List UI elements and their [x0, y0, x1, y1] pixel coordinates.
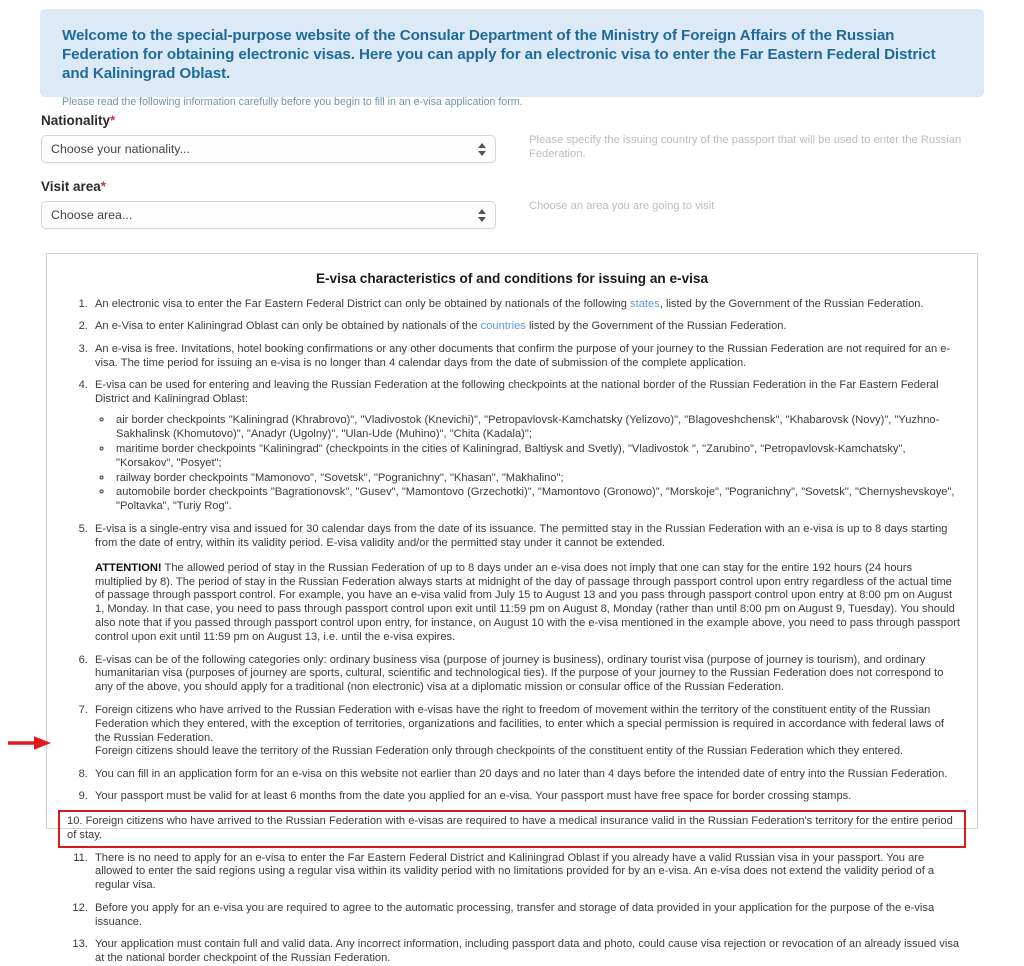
attention-block [95, 562, 961, 645]
nationality-label-text: Nationality [41, 113, 111, 128]
condition-item-7-text: Foreign citizens who have arrived to the Russian Federation with e-visas have the right to freedom of movement within the territory of the constituent entity of the Russian Federation which they entered, with the exception of territories, organizations and facilities, to enter which a special permission is required in accordance with federal laws of the Russian Federation. [95, 703, 944, 744]
chevron-updown-icon [477, 206, 486, 224]
condition-item-1 [91, 298, 961, 312]
visit-area-select[interactable] [41, 201, 496, 229]
checkpoint-maritime: ◦ maritime border checkpoints "Kaliningrad" (checkpoints in the cities of Kaliningrad, Baltiysk and Svetly), "Vladivostok ", "Zarubino", "Petropavlovsk-Kamchatsky", "Korsakov", "Posyet"; [113, 443, 961, 471]
nationality-label [41, 113, 115, 128]
condition-item-8: 8. You can fill in an application form for an e-visa on this website not earlier than 20 days and no later than 4 days before the intended date of entry into the Russian Federation. [91, 768, 961, 782]
condition-item-13: 13. Your application must contain full and valid data. Any incorrect information, including passport data and photo, could cause visa rejection or revocation of an already issued visa at the national border checkpoint of the Russian Federation. [91, 938, 961, 966]
condition-item-5 [91, 523, 961, 645]
conditions-panel [46, 253, 978, 964]
attention-text: The allowed period of stay in the Russian Federation of up to 8 days under an e-visa does not imply that one can stay for the entire 192 hours (24 hours multiplied by 8). The period of stay in the Russian Federation always starts at midnight of the day of passage through passport control upon entry regardless of the actual time of passage through passport control. For example, you have an e-visa valid from July 15 to August 13 and you pass through passport control upon entry at 8:00 pm on August 1, Monday. In that case, you need to pass through passport control upon exit until 11:59 pm on August 8, Monday (rather than until 8:00 pm on August 9, Tuesday). You should also note that if you passed through passport control upon entry, for instance, on August 10 with the e-visa mentioned in the example above, you need to pass through passport control upon exit until 11:59 pm on August 13, i.e. until the e-visa expires. [95, 561, 960, 644]
states-link[interactable]: states [630, 298, 660, 310]
welcome-banner-title: Welcome to the special-purpose website of the Consular Department of the Ministry of Foreign Affairs of the Russian Federation for obtaining electronic visas. Here you can apply for an electronic visa to enter the Far Eastern Federal District and Kaliningrad Oblast. [62, 27, 936, 82]
visit-area-label [41, 179, 106, 194]
conditions-list [63, 298, 961, 966]
attention-label: ATTENTION! [95, 561, 162, 574]
nationality-required-asterisk: * [110, 113, 116, 128]
conditions-panel-title: E-visa characteristics of and conditions for issuing an e-visa [315, 271, 709, 286]
visit-area-required-asterisk: * [100, 179, 107, 194]
condition-item-2-text-a: An e-Visa to enter Kaliningrad Oblast can only be obtained by nationals of the [95, 320, 481, 333]
red-arrow-annotation-icon [8, 734, 52, 752]
checkpoint-air: ◦ air border checkpoints "Kaliningrad (Khrabrovo)", "Vladivostok (Knevichi)", "Petropavlovsk-Kamchatsky (Yelizovo)", "Blagoveshchensk", "Khabarovsk (Novy)", "Yuzhno-Sakhalinsk (Khomutovo)", "Anadyr (Ugolny)", "Ulan-Ude (Muhino)", "Chita (Kadala)"; [113, 414, 961, 442]
condition-item-4-text: E-visa can be used for entering and leaving the Russian Federation at the following checkpoints at the national border of the Russian Federation in the Far Eastern Federal District and Kaliningrad Oblast: [95, 379, 939, 406]
chevron-updown-icon [477, 140, 486, 158]
checkpoints-list [95, 414, 961, 514]
nationality-select[interactable] [41, 135, 496, 163]
condition-item-7 [91, 704, 961, 760]
condition-item-1-text-a: An electronic visa to enter the Far Eastern Federal District can only be obtained by nationals of the following [95, 298, 631, 310]
visit-area-helper-text: Choose an area you are going to visit [529, 200, 715, 212]
checkpoint-automobile: ◦ automobile border checkpoints "Bagrationovsk", "Gusev", "Mamontovo (Grzechotki)", "Mamontovo (Gronowo)", "Morskoje", "Pogranichny", "Sovetsk", "Chernyshevskoye", "Poltavka", "Turiy Rog". [113, 486, 961, 514]
nationality-select-value: Choose your nationality... [51, 142, 190, 156]
visit-area-select-value: Choose area... [51, 208, 133, 222]
condition-item-4 [91, 379, 961, 514]
condition-item-12: 12. Before you apply for an e-visa you are required to agree to the automatic processing, transfer and storage of data provided in your application for the purpose of the e-visa issuance. [91, 902, 961, 930]
nationality-helper-text: Please specify the issuing country of the passport that will be used to enter the Russian Federation. [529, 134, 962, 160]
countries-link[interactable]: countries [480, 320, 526, 333]
condition-item-6: 6. E-visas can be of the following categories only: ordinary business visa (purpose of journey is business), ordinary tourist visa (purpose of journey is tourism), and ordinary humanitarian visa (purposes of journey are sports, cultural, scientific and technological ties). If the purpose of your journey to the Russian Federation does not correspond to any of the above, you should apply for a traditional (non electronic) visa at a diplomatic mission or consular office of the Russian Federation. [91, 654, 961, 696]
condition-item-3: 3. An e-visa is free. Invitations, hotel booking confirmations or any other documents that confirm the purpose of your journey to the Russian Federation are not required for an e-visa. The time period for issuing an e-visa is no longer than 4 calendar days from the date of submission of the complete application. [91, 343, 961, 371]
condition-item-9: 9. Your passport must be valid for at least 6 months from the date you applied for an e-visa. Your passport must have free space for border crossing stamps. [91, 790, 961, 804]
condition-item-5-text: E-visa is a single-entry visa and issued for 30 calendar days from the date of its issuance. The permitted stay in the Russian Federation with an e-visa is up to 8 days starting from the date of entry, within its validity period. E-visa validity and/or the permitted stay under it cannot be extended. [95, 522, 948, 549]
visit-area-label-text: Visit area [41, 179, 101, 194]
condition-item-11: 11. There is no need to apply for an e-visa to enter the Far Eastern Federal District and Kaliningrad Oblast if you already have a valid Russian visa in your passport. You are allowed to enter the said regions using a regular visa within its validity period with no limitations provided for by an e-visa. An e-visa does not extend the validity period of a regular visa. [91, 852, 961, 894]
checkpoint-railway: ◦ railway border checkpoints "Mamonovo", "Sovetsk", "Pogranichny", "Khasan", "Makhalino"; [113, 472, 961, 486]
condition-item-10-highlighted: 10. Foreign citizens who have arrived to the Russian Federation with e-visas are required to have a medical insurance valid in the Russian Federation's territory for the entire period of stay. [63, 815, 961, 843]
welcome-banner-subtitle: Please read the following information carefully before you begin to fill in an e-visa application form. [62, 96, 523, 108]
condition-item-2 [91, 320, 961, 334]
condition-item-1-text-b: , listed by the Government of the Russian Federation. [659, 298, 924, 310]
condition-item-2-text-b: listed by the Government of the Russian Federation. [525, 320, 787, 333]
condition-item-7-text-b: Foreign citizens should leave the territory of the Russian Federation only through checkpoints of the constituent entity of the Russian Federation which they entered. [95, 745, 904, 758]
welcome-banner [40, 9, 984, 108]
